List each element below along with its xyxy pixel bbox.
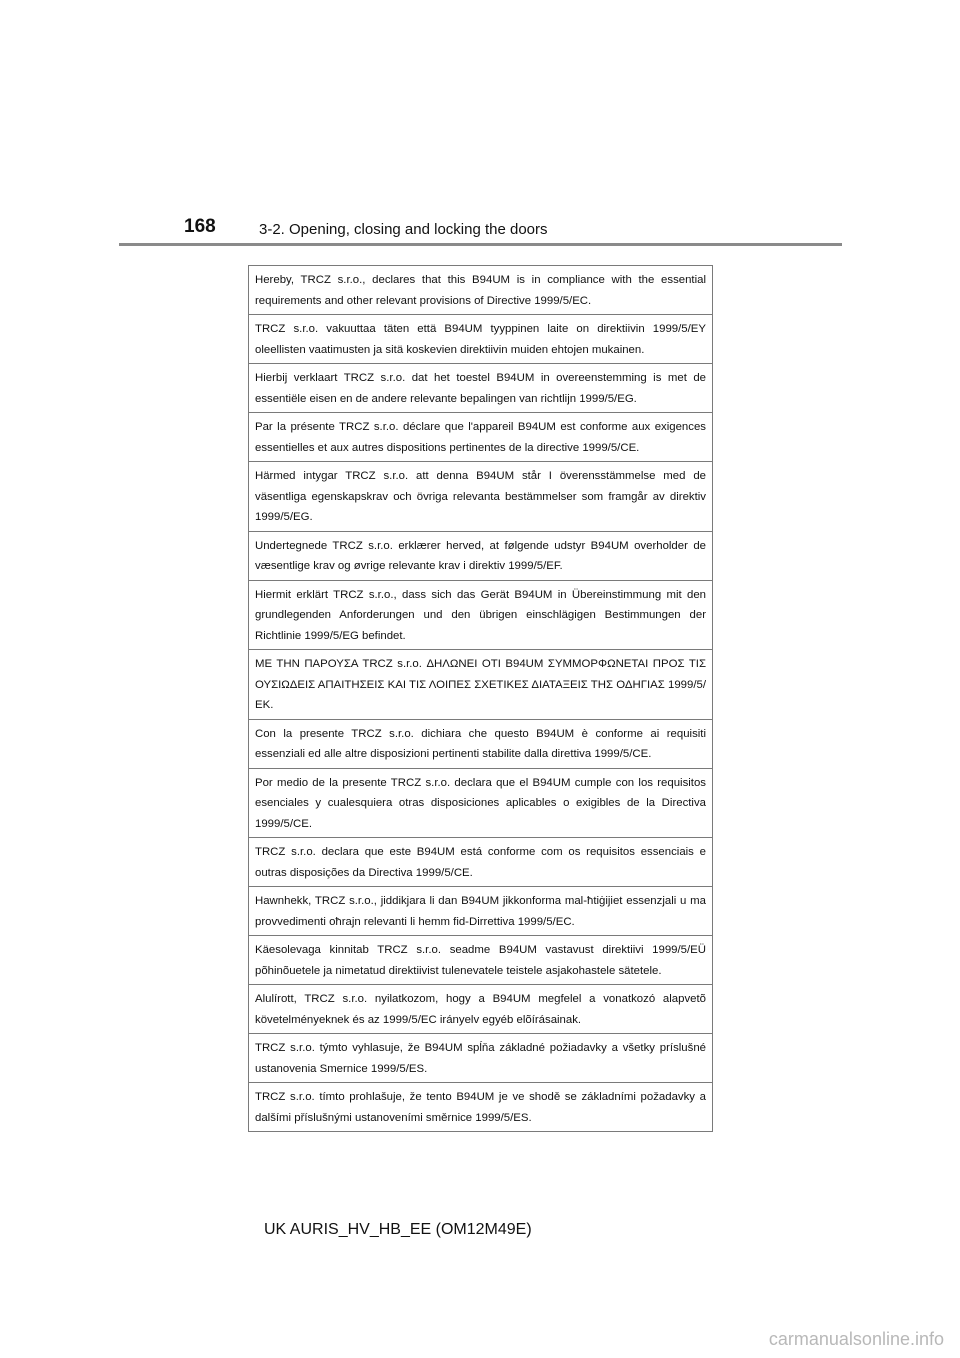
table-row [249, 364, 713, 413]
declaration-pt: TRCZ s.r.o. declara que este B94UM está conforme com os requisitos essenciais e outras disposições da Directiva 1999/5/CE. [249, 838, 713, 887]
table-row [249, 1083, 713, 1132]
declaration-sk: TRCZ s.r.o. týmto vyhlasuje, že B94UM spĺňa základné požiadavky a všetky príslušné ustanovenia Smernice 1999/5/ES. [249, 1034, 713, 1083]
declaration-fi: TRCZ s.r.o. vakuuttaa täten että B94UM tyyppinen laite on direktiivin 1999/5/EY oleellisten vaatimusten ja sitä koskevien direktiivin muiden ehtojen mukainen. [249, 315, 713, 364]
declaration-fr: Par la présente TRCZ s.r.o. déclare que l'appareil B94UM est conforme aux exigences essentielles et aux autres dispositions pertinentes de la directive 1999/5/CE. [249, 413, 713, 462]
declaration-table [248, 265, 713, 1132]
table-row [249, 887, 713, 936]
declaration-nl: Hierbij verklaart TRCZ s.r.o. dat het toestel B94UM in overeenstemming is met de essentiële eisen en de andere relevante bepalingen van richtlijn 1999/5/EG. [249, 364, 713, 413]
table-row [249, 531, 713, 580]
table-row [249, 768, 713, 838]
footer-model-code: UK AURIS_HV_HB_EE (OM12M49E) [264, 1221, 532, 1238]
declaration-hu: Alulírott, TRCZ s.r.o. nyilatkozom, hogy a B94UM megfelel a vonatkozó alapvetõ követelményeknek és az 1999/5/EC irányelv egyéb elõírásainak. [249, 985, 713, 1034]
declaration-el: ΜΕ ΤΗΝ ΠΑΡΟΥΣΑ TRCZ s.r.o. ΔΗΛΩΝΕΙ ΟΤΙ B94UM ΣΥΜΜΟΡΦΩΝΕΤΑΙ ΠΡΟΣ ΤΙΣ ΟΥΣΙΩΔΕΙΣ ΑΠΑΙΤΗΣΕΙΣ ΚΑΙ ΤΙΣ ΛΟΙΠΕΣ ΣΧΕΤΙΚΕΣ ΔΙΑΤΑΞΕΙΣ ΤΗΣ ΟΔΗΓΙΑΣ 1999/5/ΕΚ. [249, 650, 713, 720]
table-row [249, 580, 713, 650]
table-row [249, 719, 713, 768]
table-row [249, 985, 713, 1034]
table-row [249, 413, 713, 462]
section-title: 3-2. Opening, closing and locking the doors [259, 221, 548, 238]
table-row [249, 838, 713, 887]
table-row [249, 936, 713, 985]
declaration-da: Undertegnede TRCZ s.r.o. erklærer herved, at følgende udstyr B94UM overholder de væsentlige krav og øvrige relevante krav i direktiv 1999/5/EF. [249, 531, 713, 580]
page-number: 168 [184, 216, 216, 237]
declaration-et: Käesolevaga kinnitab TRCZ s.r.o. seadme B94UM vastavust direktiivi 1999/5/EÜ põhinõuetele ja nimetatud direktiivist tulenevatele teistele asjakohastele sätetele. [249, 936, 713, 985]
header-divider [119, 243, 842, 246]
declaration-sv: Härmed intygar TRCZ s.r.o. att denna B94UM står I överensstämmelse med de väsentliga egenskapskrav och övriga relevanta bestämmelser som framgår av direktiv 1999/5/EG. [249, 462, 713, 532]
table-row [249, 315, 713, 364]
declaration-de: Hiermit erklärt TRCZ s.r.o., dass sich das Gerät B94UM in Übereinstimmung mit den grundlegenden Anforderungen und den übrigen einschlägigen Bestimmungen der Richtlinie 1999/5/EG befindet. [249, 580, 713, 650]
table-row [249, 462, 713, 532]
declaration-mt: Hawnhekk, TRCZ s.r.o., jiddikjara li dan B94UM jikkonforma mal-ħtiġijiet essenzjali u ma provvedimenti oħrajn relevanti li hemm fid-Dirrettiva 1999/5/EC. [249, 887, 713, 936]
declaration-es: Por medio de la presente TRCZ s.r.o. declara que el B94UM cumple con los requisitos esenciales y cualesquiera otras disposiciones aplicables o exigibles de la Directiva 1999/5/CE. [249, 768, 713, 838]
table-row [249, 1034, 713, 1083]
declaration-cs: TRCZ s.r.o. tímto prohlašuje, že tento B94UM je ve shodě se základními požadavky a dalšími příslušnými ustanoveními směrnice 1999/5/ES. [249, 1083, 713, 1132]
declaration-it: Con la presente TRCZ s.r.o. dichiara che questo B94UM è conforme ai requisiti essenziali ed alle altre disposizioni pertinenti stabilite dalla direttiva 1999/5/CE. [249, 719, 713, 768]
table-row [249, 266, 713, 315]
watermark-text: carmanualsonline.info [768, 1329, 944, 1349]
declaration-en: Hereby, TRCZ s.r.o., declares that this B94UM is in compliance with the essential requirements and other relevant provisions of Directive 1999/5/EC. [249, 266, 713, 315]
table-row [249, 650, 713, 720]
